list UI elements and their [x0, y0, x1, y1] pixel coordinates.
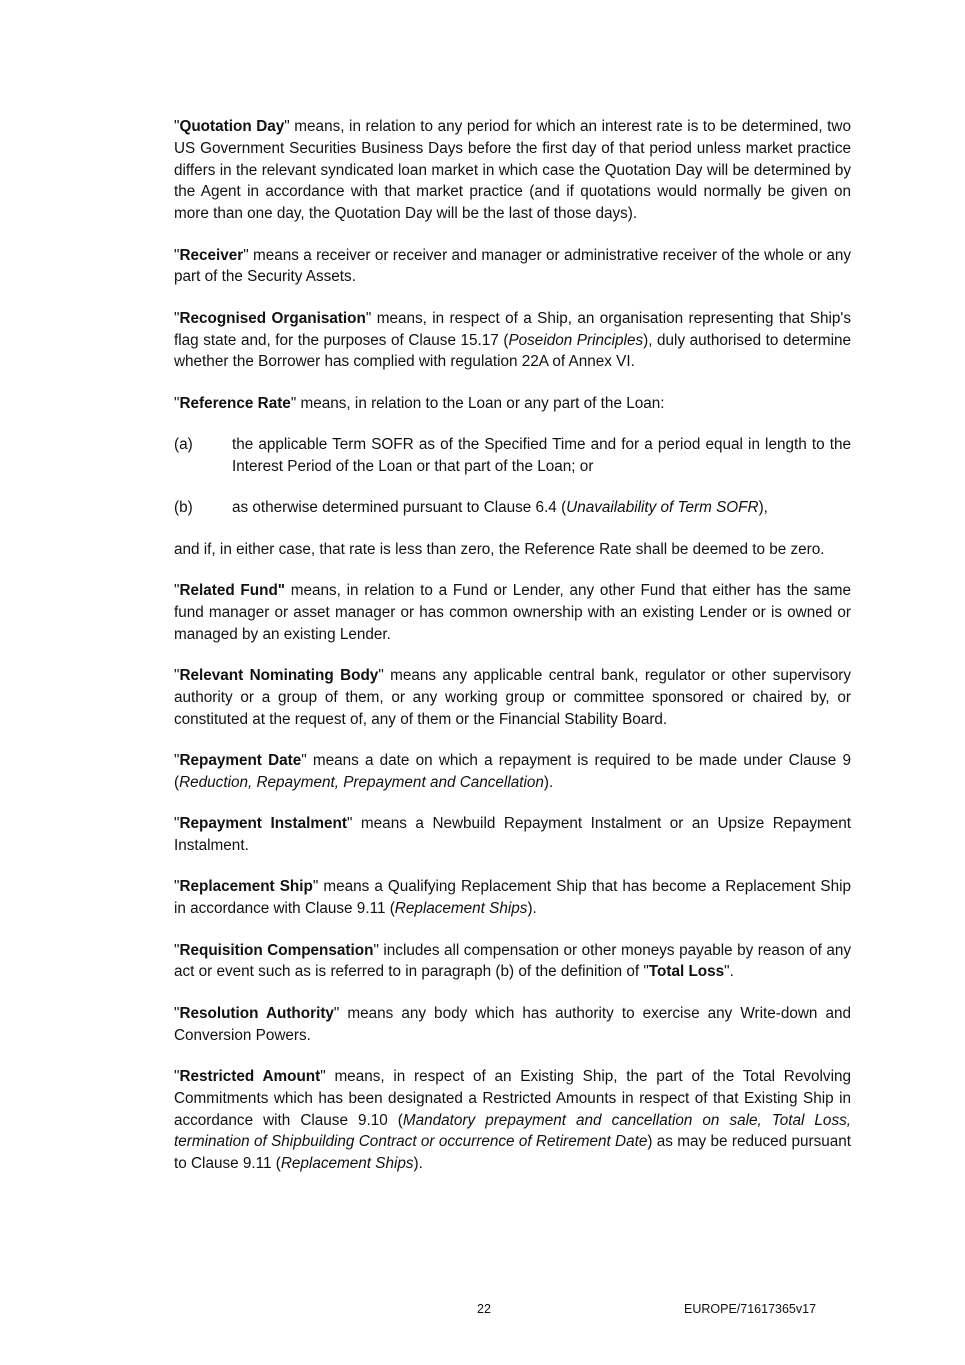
document-reference: EUROPE/71617365v17	[684, 1302, 817, 1316]
defined-term-reference: Total Loss	[648, 963, 725, 981]
list-item-label: (a)	[174, 436, 193, 454]
defined-term: Repayment Instalment	[179, 815, 347, 833]
clause-title: Unavailability of Term SOFR	[566, 499, 759, 517]
defined-term: Resolution Authority	[179, 1004, 334, 1022]
list-item-text: as otherwise determined pursuant to Clause 6.4 (Unavailability of Term SOFR),	[232, 499, 768, 517]
defined-term: Repayment Date	[179, 752, 302, 770]
defined-term: Replacement Ship	[179, 878, 313, 896]
definition-replacement-ship: "Replacement Ship" means a Qualifying Replacement Ship that has become a Replacement Ship in accordance with Clause 9.11 (Replacement Ships).	[174, 878, 851, 918]
clause-title: Poseidon Principles	[508, 331, 644, 349]
defined-term: Related Fund"	[179, 582, 286, 600]
list-item-text: the applicable Term SOFR as of the Specified Time and for a period equal in length to the Interest Period of the Loan or that part of the Loan; or	[232, 436, 851, 475]
defined-term: Quotation Day	[179, 118, 285, 135]
definition-receiver: "Receiver" means a receiver or receiver and manager or administrative receiver of the whole or any part of the Security Assets.	[174, 246, 851, 286]
definition-repayment-date: "Repayment Date" means a date on which a repayment is required to be made under Clause 9 (Reduction, Repayment, Prepayment and Cancellation).	[174, 752, 851, 791]
definition-requisition-compensation: "Requisition Compensation" includes all compensation or other moneys payable by reason of any act or event such as is referred to in paragraph (b) of the definition of "Total Loss".	[174, 941, 851, 981]
list-item-a	[174, 434, 851, 478]
definition-resolution-authority: "Resolution Authority" means any body which has authority to exercise any Write-down and Conversion Powers.	[174, 1004, 851, 1044]
defined-term: Relevant Nominating Body	[179, 667, 379, 685]
list-item-b	[174, 497, 851, 519]
definition-repayment-instalment: "Repayment Instalment" means a Newbuild Repayment Instalment or an Upsize Repayment Instalment.	[174, 815, 852, 855]
clause-title: Replacement Ships	[280, 1155, 414, 1173]
definition-relevant-nominating-body: "Relevant Nominating Body" means any applicable central bank, regulator or other supervisory authority or a group of them, or any working group or committee sponsored or chaired by, or constituted at the request of, any of them or the Financial Stability Board.	[174, 667, 851, 728]
list-item-label: (b)	[174, 499, 193, 517]
document-body	[174, 116, 851, 1195]
defined-term: Recognised Organisation	[179, 309, 366, 327]
reference-rate-tail: and if, in either case, that rate is less than zero, the Reference Rate shall be deemed to be zero.	[174, 540, 825, 558]
definition-related-fund: "Related Fund" means, in relation to a Fund or Lender, any other Fund that either has the same fund manager or asset manager or has common ownership with an existing Lender or is owned or managed by an existing Lender.	[174, 582, 851, 643]
clause-title: Mandatory prepayment and cancellation on sale, Total Loss, termination of Shipbuilding Contract or occurrence of Retirement Date	[174, 1111, 851, 1151]
defined-term: Requisition Compensation	[179, 941, 374, 959]
defined-term: Reference Rate	[179, 394, 291, 412]
clause-title: Reduction, Repayment, Prepayment and Cancellation	[179, 773, 544, 791]
definition-reference-rate: "Reference Rate" means, in relation to the Loan or any part of the Loan:	[174, 394, 665, 412]
definition-quotation-day: "Quotation Day" means, in relation to any period for which an interest rate is to be determined, two US Government Securities Business Days before the first day of that period unless market practice differs in the relevant syndicated loan market in which case the Quotation Day will be determined by the Agent in accordance with that market practice (and if quotations would normally be given on more than one day, the Quotation Day will be the last of those days).	[174, 118, 851, 223]
defined-term: Receiver	[179, 246, 244, 264]
page-number: 22	[477, 1302, 491, 1316]
clause-title: Replacement Ships	[394, 900, 528, 918]
definition-recognised-organisation: "Recognised Organisation" means, in respect of a Ship, an organisation representing that Ship's flag state and, for the purposes of Clause 15.17 (Poseidon Principles), duly authorised to determine whether the Borrower has complied with regulation 22A of Annex VI.	[174, 309, 851, 371]
definition-restricted-amount: "Restricted Amount" means, in respect of an Existing Ship, the part of the Total Revolving Commitments which has been designated a Restricted Amounts in respect of that Existing Ship in accordance with Clause 9.10 (Mandatory prepayment and cancellation on sale, Total Loss, termination of Shipbuilding Contract or occurrence of Retirement Date) as may be reduced pursuant to Clause 9.11 (Replacement Ships).	[174, 1068, 851, 1173]
defined-term: Restricted Amount	[179, 1068, 321, 1086]
